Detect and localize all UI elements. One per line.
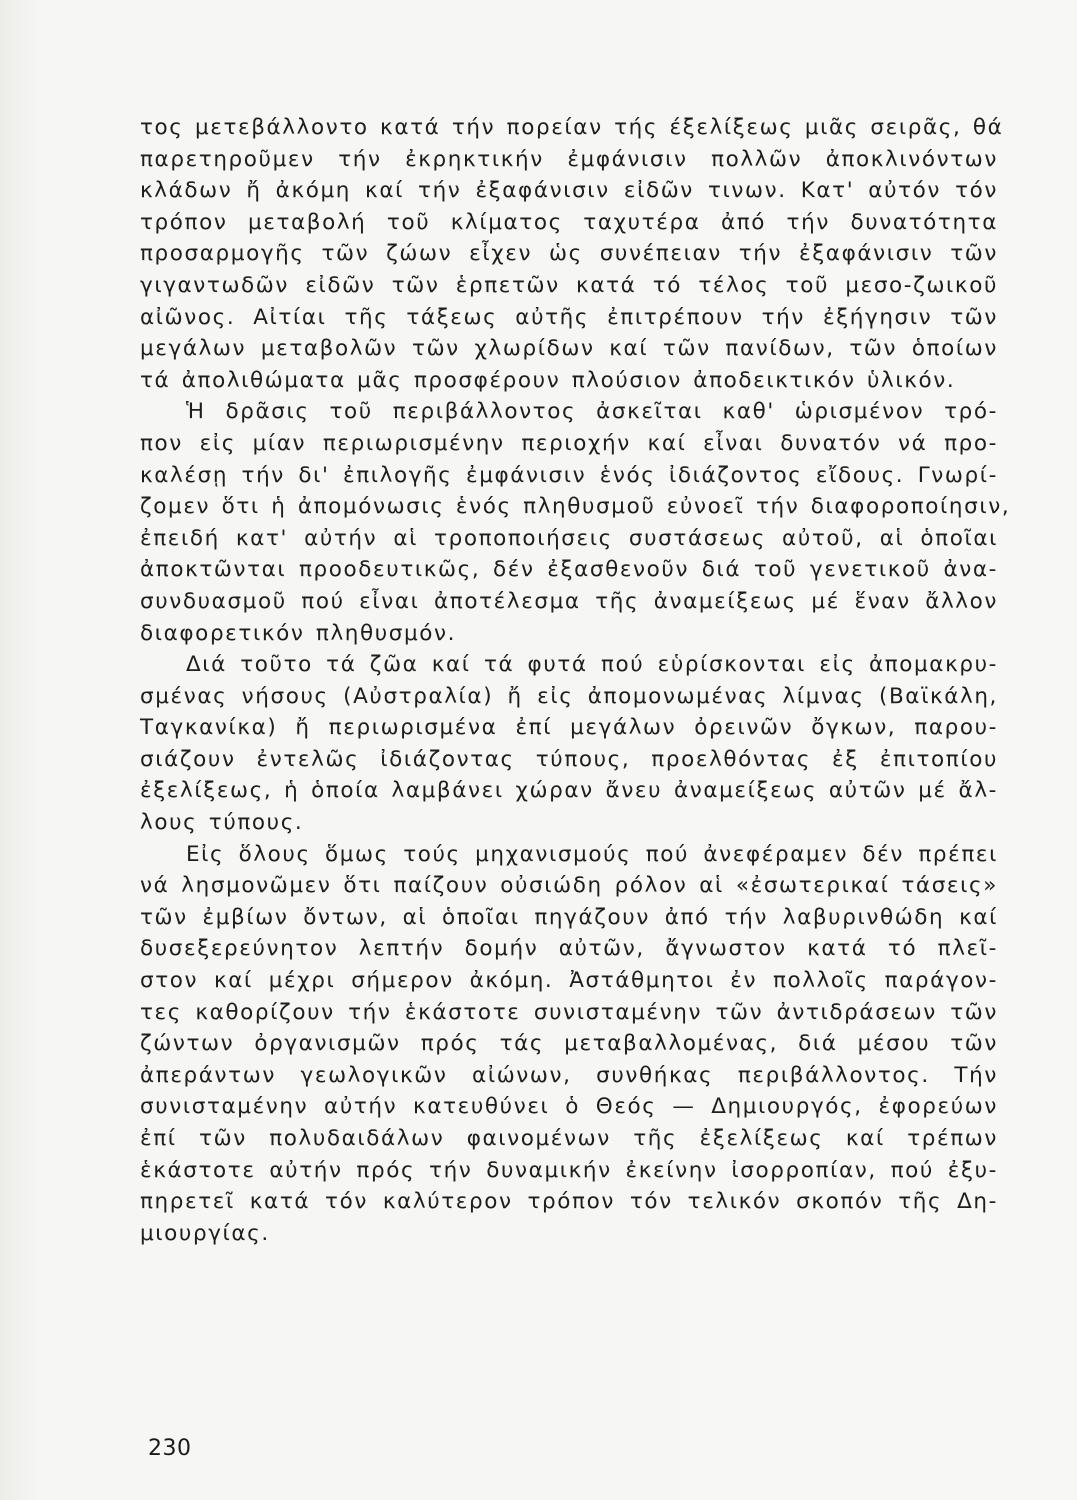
- text-line-31: ἀπεράντων γεωλογικῶν αἰώνων, συνθήκας περιβάλλοντος. Τήν: [140, 1062, 998, 1088]
- text-line-22: ἐξελίξεως, ἡ ὁποία λαμβάνει χώραν ἄνευ ἀναμείξεως αὐτῶν μέ ἄλ-: [140, 778, 998, 804]
- text-line-24: Εἰς ὅλους ὅμως τούς μηχανισμούς πού ἀνεφέραμεν δέν πρέπει: [186, 841, 998, 867]
- text-line-18: Διά τοῦτο τά ζῶα καί τά φυτά πού εὑρίσκονται εἰς ἀπομακρυ-: [186, 652, 998, 678]
- text-line-27: δυσεξερεύνητον λεπτήν δομήν αὐτῶν, ἄγνωστον κατά τό πλεῖ-: [140, 936, 998, 962]
- text-line-30: ζώντων ὀργανισμῶν πρός τάς μεταβαλλομένας, διά μέσου τῶν: [140, 1031, 998, 1057]
- body-text: [140, 112, 1011, 1249]
- text-line-20: Ταγκανίκα) ἤ περιωρισμένα ἐπί μεγάλων ὀρεινῶν ὄγκων, παρου-: [140, 715, 998, 741]
- page-number: 230: [148, 1436, 192, 1461]
- text-line-25: νά λησμονῶμεν ὅτι παίζουν οὐσιώδη ρόλον αἱ «ἐσωτερικαί τάσεις»: [140, 873, 998, 899]
- text-line-5: προσαρμογῆς τῶν ζώων εἶχεν ὡς συνέπειαν τήν ἐξαφάνισιν τῶν: [140, 241, 998, 267]
- text-line-35: πηρετεῖ κατά τόν καλύτερον τρόπον τόν τελικόν σκοπόν τῆς Δη-: [140, 1189, 998, 1215]
- text-line-33: ἐπί τῶν πολυδαιδάλων φαινομένων τῆς ἐξελίξεως καί τρέπων: [140, 1126, 998, 1151]
- text-line-15: ἀποκτῶνται προοδευτικῶς, δέν ἐξασθενοῦν διά τοῦ γενετικοῦ ἀνα-: [140, 557, 998, 583]
- text-line-13: ζομεν ὅτι ἡ ἀπομόνωσις ἑνός πληθυσμοῦ εὐνοεῖ τήν διαφοροποίησιν,: [140, 494, 1011, 520]
- text-line-21: σιάζουν ἐντελῶς ἰδιάζοντας τύπους, προελθόντας ἐξ ἐπιτοπίου: [140, 746, 998, 772]
- text-line-17: διαφορετικόν πληθυσμόν.: [140, 620, 457, 646]
- text-line-34: ἑκάστοτε αὐτήν πρός τήν δυναμικήν ἐκείνην ἰσορροπίαν, πού ἐξυ-: [140, 1157, 998, 1183]
- text-line-10: Ἡ δρᾶσις τοῦ περιβάλλοντος ἀσκεῖται καθ' ὡρισμένον τρό-: [186, 399, 998, 425]
- text-line-26: τῶν ἐμβίων ὄντων, αἱ ὁποῖαι πηγάζουν ἀπό τήν λαβυρινθώδη καί: [140, 904, 998, 930]
- text-line-4: τρόπον μεταβολή τοῦ κλίματος ταχυτέρα ἀπό τήν δυνατότητα: [140, 209, 998, 235]
- text-line-11: πον εἰς μίαν περιωρισμένην περιοχήν καί εἶναι δυνατόν νά προ-: [140, 430, 998, 456]
- text-line-19: σμένας νήσους (Αὐστραλία) ἤ εἰς ἀπομονωμένας λίμνας (Βαϊκάλη,: [140, 683, 998, 709]
- text-line-9: τά ἀπολιθώματα μᾶς προσφέρουν πλούσιον ἀποδεικτικόν ὑλικόν.: [140, 367, 956, 393]
- text-line-2: παρετηροῦμεν τήν ἐκρηκτικήν ἐμφάνισιν πολλῶν ἀποκλινόντων: [140, 146, 998, 172]
- text-line-6: γιγαντωδῶν εἰδῶν τῶν ἑρπετῶν κατά τό τέλος τοῦ μεσο-ζωικοῦ: [140, 272, 998, 298]
- text-line-28: στον καί μέχρι σήμερον ἀκόμη. Ἀστάθμητοι ἐν πολλοῖς παράγον-: [140, 968, 998, 994]
- text-line-36: μιουργίας.: [140, 1220, 270, 1246]
- text-line-23: λους τύπους.: [140, 810, 304, 836]
- text-line-1: τος μετεβάλλοντο κατά τήν πορείαν τής έξελίξεως μιᾶς σειρᾶς, θά: [140, 115, 1004, 140]
- text-line-29: τες καθορίζουν τήν ἑκάστοτε συνισταμένην τῶν ἀντιδράσεων τῶν: [140, 999, 998, 1025]
- text-line-14: ἐπειδή κατ' αὐτήν αἱ τροποποιήσεις συστάσεως αὐτοῦ, αἱ ὁποῖαι: [140, 525, 998, 551]
- text-line-32: συνισταμένην αὐτήν κατευθύνει ὁ Θεός — Δημιουργός, ἐφορεύων: [140, 1094, 998, 1120]
- text-line-7: αἰῶνος. Αἰτίαι τῆς τάξεως αὐτῆς ἐπιτρέπουν τήν ἐξήγησιν τῶν: [140, 304, 998, 330]
- text-line-16: συνδυασμοῦ πού εἶναι ἀποτέλεσμα τῆς ἀναμείξεως μέ ἕναν ἄλλον: [140, 588, 998, 614]
- text-line-3: κλάδων ἤ ἀκόμη καί τήν ἐξαφάνισιν εἰδῶν τινων. Κατ' αὐτόν τόν: [140, 178, 998, 204]
- text-line-8: μεγάλων μεταβολῶν τῶν χλωρίδων καί τῶν πανίδων, τῶν ὁποίων: [140, 336, 998, 362]
- text-line-12: καλέσῃ τήν δι' ἐπιλογῆς ἐμφάνισιν ἑνός ἰδιάζοντος εἴδους. Γνωρί-: [140, 462, 998, 488]
